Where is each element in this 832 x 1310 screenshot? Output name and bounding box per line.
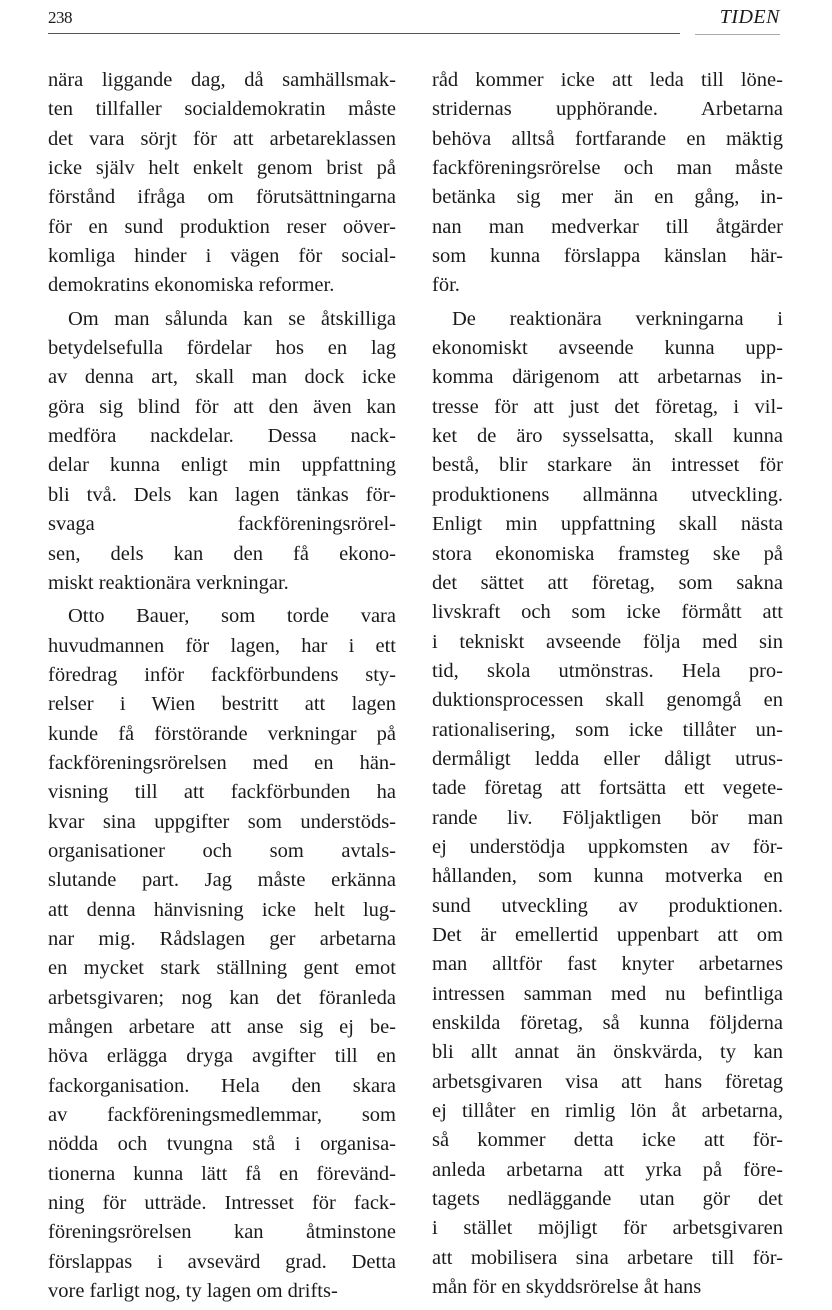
text-line: ekonomiskt avseende kunna upp-: [432, 337, 783, 360]
text-line: arbetsgivaren visa att hans företag: [432, 1070, 783, 1093]
text-line: enskilda företag, så kunna följderna: [432, 1012, 783, 1034]
text-line: svaga fackföreningsrörel-: [48, 513, 396, 536]
text-line: göra sig blind för att den även kan: [48, 395, 396, 418]
text-line: ej understödja uppkomsten av för-: [432, 835, 783, 858]
text-line: att mobilisera sina arbetare till för-: [432, 1246, 783, 1269]
text-line: tresse för att just det företag, i vil-: [432, 395, 783, 418]
right-column: [432, 66, 783, 1306]
text-line: medföra nackdelar. Dessa nack-: [48, 425, 396, 448]
text-line: nödda och tvungna stå i organisa-: [48, 1133, 396, 1156]
text-line: av fackföreningsmedlemmar, som: [48, 1104, 396, 1127]
text-line: nära liggande dag, då samhällsmak-: [48, 69, 396, 91]
text-line: livskraft och som icke förmått att: [432, 601, 783, 624]
paragraph: [48, 602, 396, 1306]
text-line: Det är emellertid uppenbart att om: [432, 923, 783, 946]
text-line: ej tillåter en rimlig lön åt arbetarna,: [432, 1100, 783, 1123]
text-line: betänka sig mer än en gång, in-: [432, 186, 783, 209]
text-line: mån för en skyddsrörelse åt hans: [432, 1276, 702, 1299]
text-line: betydelsefulla fördelar hos en lag: [48, 337, 396, 360]
text-line: organisationer och som avtals-: [48, 839, 396, 862]
text-line: bli två. Dels kan lagen tänkas för-: [48, 483, 396, 506]
text-line: för en sund produktion reser oöver-: [48, 215, 396, 238]
text-line: man alltför fast knyter arbetarnes: [432, 953, 783, 976]
text-line: dermåligt ledda eller dåligt utrus-: [432, 747, 783, 770]
text-line: slutande part. Jag måste erkänna: [48, 869, 396, 892]
text-line: för.: [432, 274, 460, 297]
text-line: bestå, blir starkare än intresset för: [432, 454, 783, 477]
text-line: så kommer detta icke att för-: [432, 1129, 783, 1152]
text-line: föreningsrörelsen kan åtminstone: [48, 1221, 396, 1244]
text-line: duktionsprocessen skall genomgå en: [432, 689, 783, 712]
text-line: rationalisering, som icke tillåter un-: [432, 718, 783, 741]
text-line: rande liv. Följaktligen bör man: [432, 806, 783, 829]
text-line: i stället möjligt för arbetsgivaren: [432, 1217, 783, 1240]
text-line: arbetsgivaren; nog kan det föranleda: [48, 986, 396, 1009]
text-line: bli allt annat än önskvärda, ty kan: [432, 1041, 783, 1064]
text-line: miskt reaktionära verkningar.: [48, 571, 289, 594]
text-line: en mycket stark ställning gent emot: [48, 957, 396, 980]
text-line: Otto Bauer, som torde vara: [68, 605, 396, 628]
text-line: vore farligt nog, ty lagen om drifts-: [48, 1280, 338, 1303]
text-line: fackorganisation. Hela den skara: [48, 1074, 396, 1097]
text-line: i tekniskt avseende följa med sin: [432, 630, 783, 653]
text-line: visning till att fackförbunden ha: [48, 781, 396, 804]
text-line: stridernas upphörande. Arbetarna: [432, 98, 783, 121]
text-line: nar mig. Rådslagen ger arbetarna: [48, 927, 396, 950]
text-line: av denna art, skall man dock icke: [48, 366, 396, 389]
paragraph: [432, 66, 783, 301]
paragraph: [48, 66, 396, 301]
running-head-journal-title: TIDEN: [719, 6, 780, 28]
text-line: delar kunna enligt min uppfattning: [48, 454, 396, 477]
text-line: sen, dels kan den få ekono-: [48, 542, 396, 565]
text-line: produktionens allmänna utveckling.: [432, 483, 783, 506]
page-header: [48, 6, 780, 32]
text-line: fackföreningsrörelse och man måste: [432, 157, 783, 180]
text-line: att denna hänvisning icke helt lug-: [48, 898, 396, 921]
text-line: tagets nedläggande utan gör det: [432, 1188, 783, 1211]
text-line: tade företag att fortsätta ett vegete-: [432, 777, 783, 800]
text-line: Om man sålunda kan se åtskilliga: [68, 307, 396, 330]
text-line: kvar sina uppgifter som understöds-: [48, 810, 396, 833]
text-line: relser i Wien bestritt att lagen: [48, 693, 396, 716]
text-line: ten tillfaller socialdemokratin måste: [48, 98, 396, 121]
text-line: stora ekonomiska framsteg ske på: [432, 542, 783, 565]
text-line: Enligt min uppfattning skall nästa: [432, 513, 783, 536]
text-line: sund utveckling av produktionen.: [432, 894, 783, 917]
paragraph: [432, 305, 783, 1303]
header-rule: [48, 33, 680, 34]
text-line: ket de äro sysselsatta, skall kunna: [432, 425, 783, 448]
text-line: anleda arbetarna att yrka på före-: [432, 1158, 783, 1181]
text-line: fackföreningsrörelsen med en hän-: [48, 751, 396, 774]
header-rule-segment: [695, 34, 780, 35]
text-line: som kunna förslappa känslan här-: [432, 245, 783, 268]
text-line: höva erlägga dryga avgifter till en: [48, 1045, 396, 1068]
text-line: tid, skola utmönstras. Hela pro-: [432, 659, 783, 682]
text-line: mången arbetare att anse sig ej be-: [48, 1016, 396, 1038]
text-line: icke själv helt enkelt genom brist på: [48, 157, 396, 180]
paragraph: [48, 305, 396, 598]
text-line: behöva alltså fortfarande en mäktig: [432, 127, 783, 150]
text-line: demokratins ekonomiska reformer.: [48, 274, 335, 297]
text-line: det vara sörjt för att arbetareklassen: [48, 127, 396, 150]
text-line: ning för utträde. Intresset för fack-: [48, 1192, 396, 1215]
text-line: kunde få förstörande verkningar på: [48, 722, 396, 745]
text-line: komliga hinder i vägen för social-: [48, 245, 396, 268]
text-line: föredrag inför fackförbundens sty-: [48, 663, 396, 686]
text-line: huvudmannen för lagen, har i ett: [48, 634, 396, 657]
page-number: 238: [48, 8, 72, 27]
text-line: nan man medverkar till åtgärder: [432, 215, 783, 238]
text-line: det sättet att företag, som sakna: [432, 571, 783, 594]
text-line: förslappas i avsevärd grad. Detta: [48, 1250, 396, 1273]
text-line: tionerna kunna lätt få en förevänd-: [48, 1162, 396, 1185]
text-line: hållanden, som kunna motverka en: [432, 865, 783, 888]
left-column: [48, 66, 396, 1310]
text-line: förstånd ifråga om förutsättningarna: [48, 186, 396, 209]
text-line: råd kommer icke att leda till löne-: [432, 69, 783, 91]
text-line: intressen samman med nu befintliga: [432, 982, 783, 1005]
text-line: komma därigenom att arbetarnas in-: [432, 366, 783, 389]
text-line: De reaktionära verkningarna i: [452, 307, 783, 330]
